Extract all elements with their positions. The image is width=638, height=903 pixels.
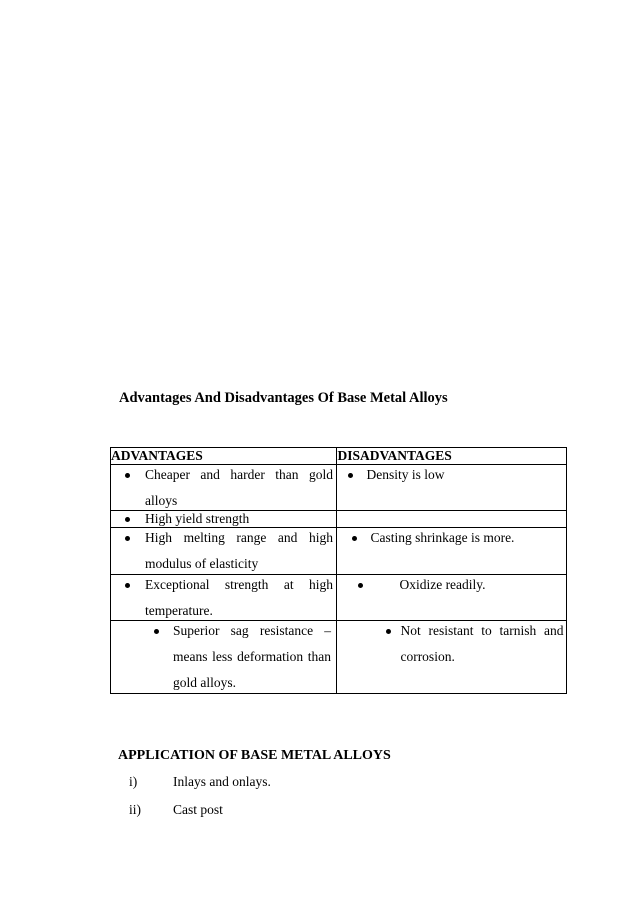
- disadvantage-cell: [337, 465, 567, 511]
- advantage-text: Superior sag resistance – means less deformation than gold alloys.: [173, 623, 331, 690]
- advantage-text: Cheaper and harder than gold alloys: [145, 467, 333, 508]
- disadvantage-text: Not resistant to tarnish and corrosion.: [400, 623, 564, 664]
- list-item-number: ii): [129, 802, 141, 817]
- bullet-icon: [125, 536, 130, 541]
- bullet-icon: [386, 629, 391, 634]
- advantage-text: High yield strength: [145, 511, 250, 526]
- disadvantage-cell: [337, 528, 567, 575]
- disadvantage-text: Casting shrinkage is more.: [370, 530, 515, 545]
- advantage-cell: [111, 575, 337, 621]
- advantage-text: High melting range and high modulus of elasticity: [145, 530, 333, 571]
- list-item-number: i): [129, 774, 138, 789]
- list-item-text: Cast post: [173, 802, 223, 817]
- bullet-icon: [154, 629, 159, 634]
- table-row: [111, 528, 567, 575]
- comparison-table: [110, 447, 567, 694]
- bullet-icon: [352, 536, 357, 541]
- section-heading: Advantages And Disadvantages Of Base Metal Alloys: [119, 390, 448, 406]
- table-row: [111, 465, 567, 511]
- table-row: [111, 575, 567, 621]
- advantage-cell: [111, 528, 337, 575]
- table-row: [111, 621, 567, 694]
- disadvantage-text: Density is low: [366, 467, 445, 482]
- disadvantage-cell: [337, 575, 567, 621]
- bullet-icon: [125, 517, 130, 522]
- bullet-icon: [358, 583, 363, 588]
- bullet-icon: [348, 473, 353, 478]
- disadvantage-cell: [337, 621, 567, 694]
- bullet-icon: [125, 473, 130, 478]
- advantage-text: Exceptional strength at high temperature.: [145, 577, 333, 618]
- header-disadvantages: DISADVANTAGES: [337, 448, 567, 465]
- list-item-text: Inlays and onlays.: [173, 774, 271, 789]
- header-advantages: ADVANTAGES: [111, 448, 337, 465]
- advantage-cell: [111, 621, 337, 694]
- bullet-icon: [125, 583, 130, 588]
- application-title: APPLICATION OF BASE METAL ALLOYS: [118, 748, 391, 763]
- advantage-cell: [111, 465, 337, 511]
- disadvantage-text: Oxidize readily.: [399, 577, 486, 592]
